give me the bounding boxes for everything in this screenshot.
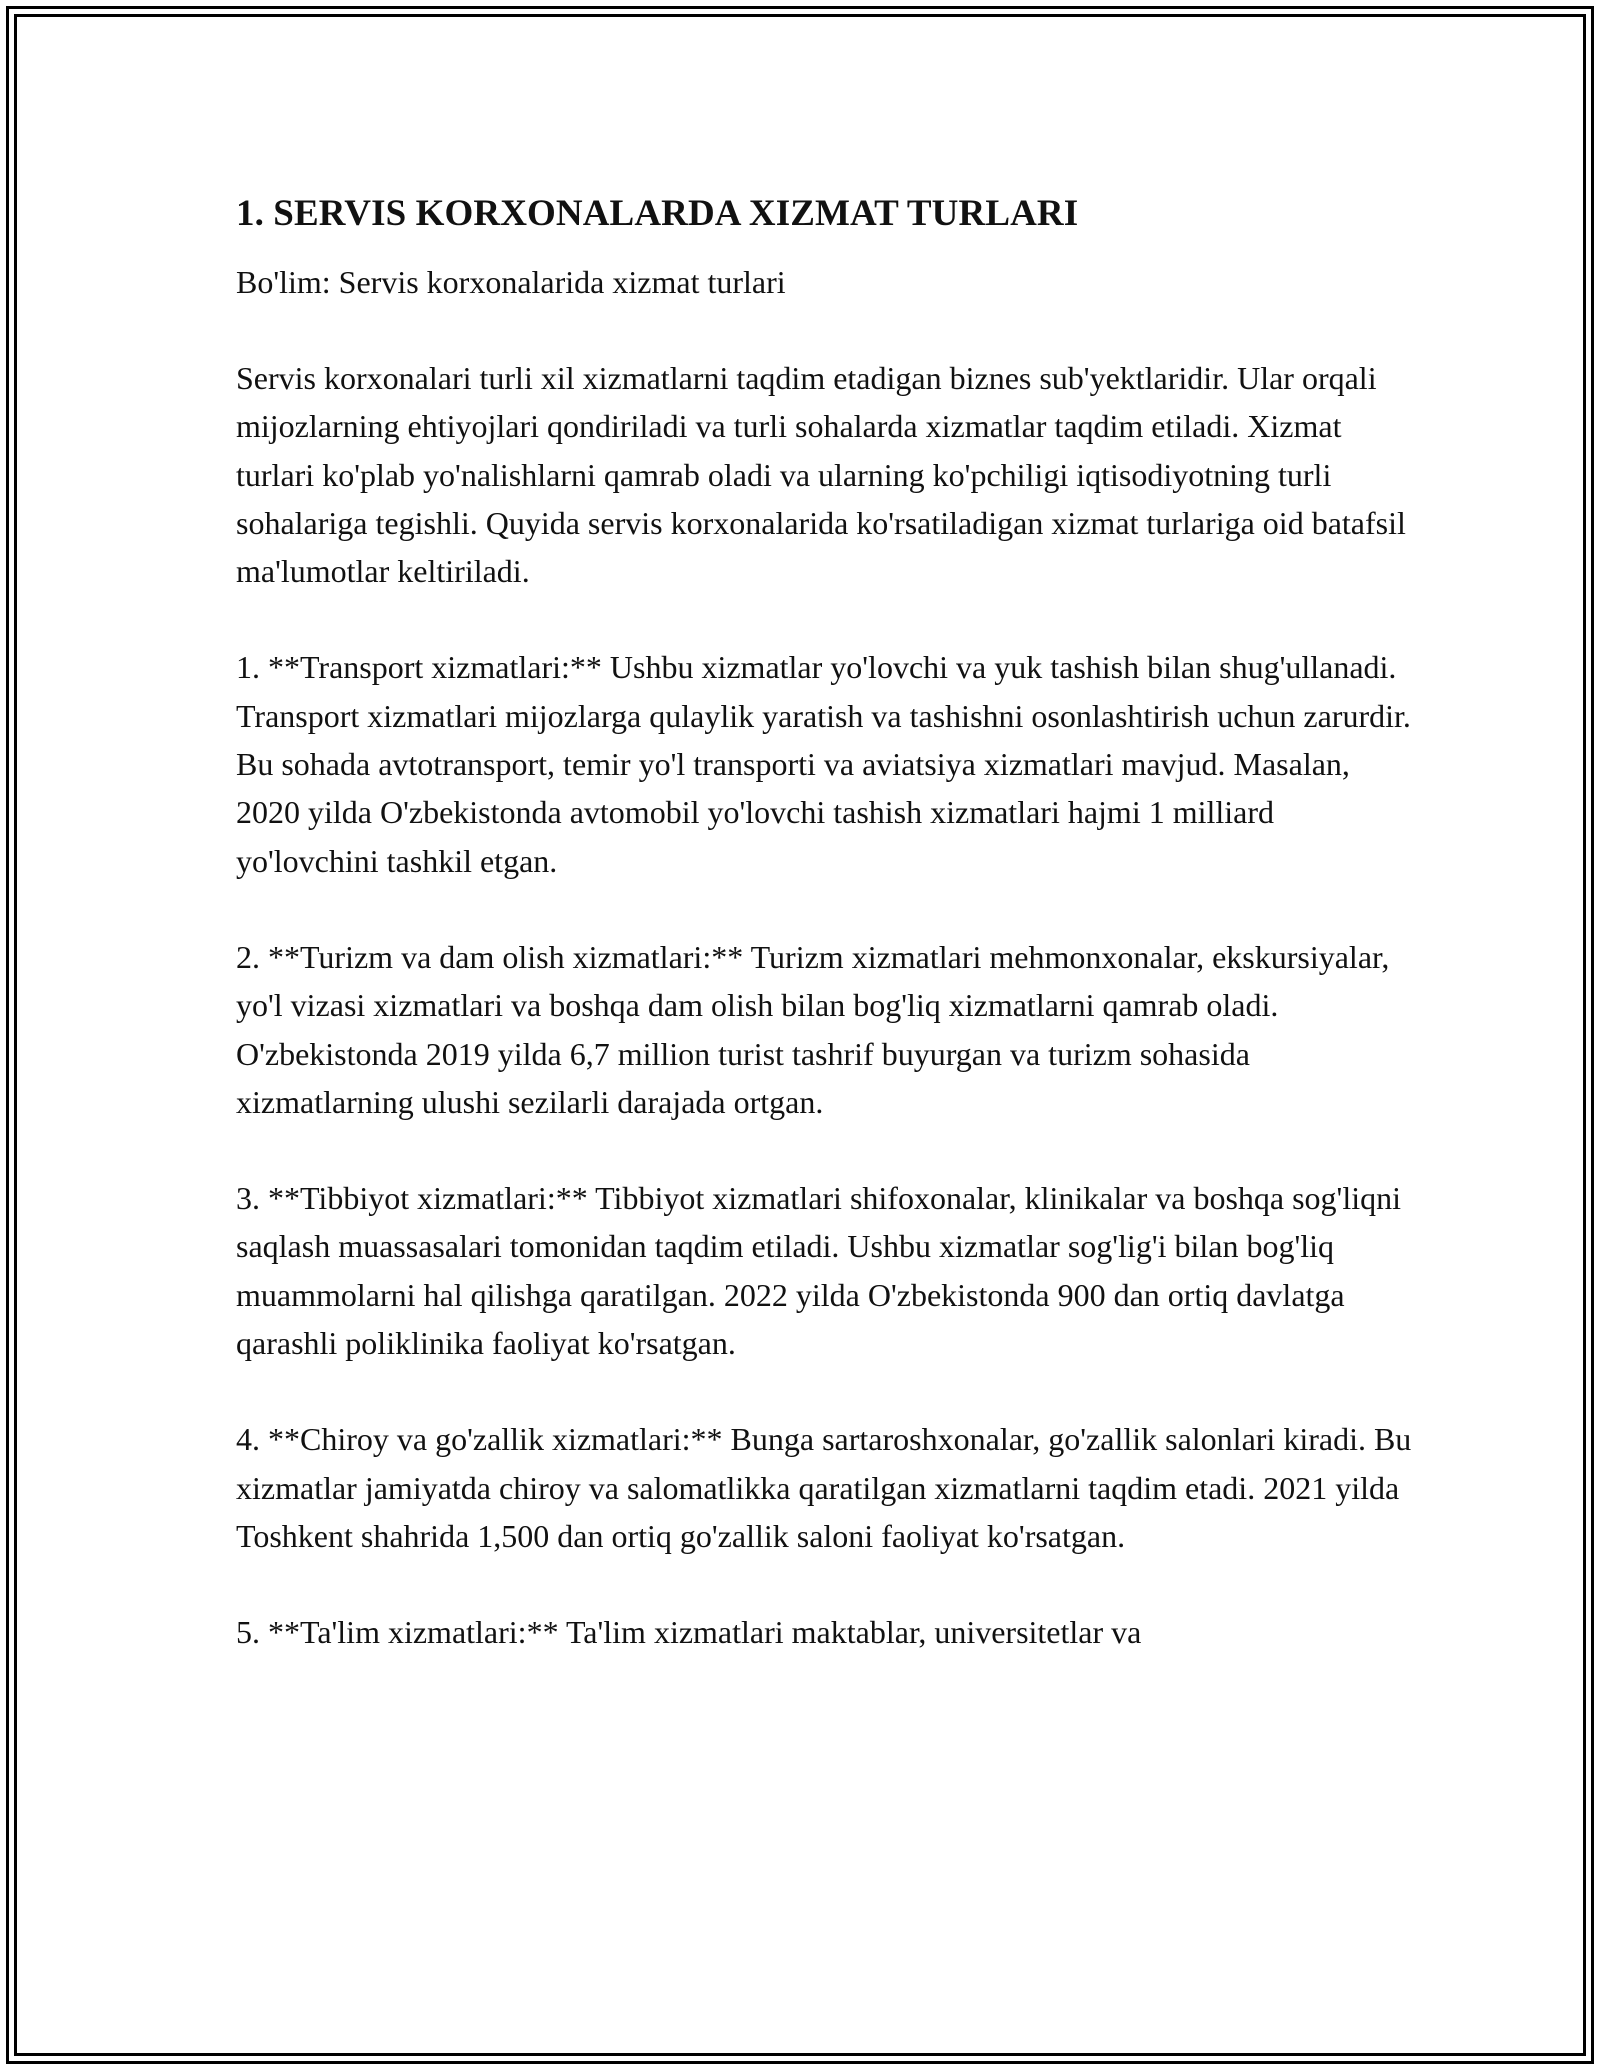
paragraph-medical: 3. **Tibbiyot xizmatlari:** Tibbiyot xizmatlari shifoxonalar, klinikalar va boshqa sog'liqni saqlash muassasalari tomonidan taqdim etiladi. Ushbu xizmatlar sog'lig'i bilan bog'liq muammolarni hal qilishga qaratilgan. 2022 yilda O'zbekistonda 900 dan ortiq davlatga qarashli poliklinika faoliyat ko'rsatgan. [236,1180,1401,1362]
section-label: Bo'lim: Servis korxonalarida xizmat turlari [236,264,786,300]
document-title: 1. SERVIS KORXONALARDA XIZMAT TURLARI [236,193,1079,234]
paragraph-tourism: 2. **Turizm va dam olish xizmatlari:** Turizm xizmatlari mehmonxonalar, ekskursiyalar, yo'l vizasi xizmatlari va boshqa dam olish bilan bog'liq xizmatlarni qamrab oladi. O'zbekistonda 2019 yilda 6,7 million turist tashrif buyurgan va turizm sohasida xizmatlarning ulushi sezilarli darajada ortgan. [236,938,1390,1120]
paragraph-education: 5. **Ta'lim xizmatlari:** Ta'lim xizmatlari maktablar, universitetlar va [236,1614,1142,1651]
paragraph-intro: Servis korxonalari turli xil xizmatlarni taqdim etadigan biznes sub'yektlaridir. Ular orqali mijozlarning ehtiyojlari qondiriladi va turli sohalarda xizmatlar taqdim etiladi. Xizmat turlari ko'plab yo'nalishlarni qamrab oladi va ularning ko'pchiligi iqtisodiyotning turli sohalariga tegishli. Quyida servis korxonalarida ko'rsatiladigan xizmat turlariga oid batafsil ma'lumotlar keltiriladi. [236,360,1406,590]
document-page [236,186,1416,1657]
paragraph-beauty: 4. **Chiroy va go'zallik xizmatlari:** Bunga sartaroshxonalar, go'zallik salonlari kiradi. Bu xizmatlar jamiyatda chiroy va salomatlikka qaratilgan xizmatlarni taqdim etadi. 2021 yilda Toshkent shahrida 1,500 dan ortiq go'zallik saloni faoliyat ko'rsatgan. [236,1421,1412,1554]
paragraph-transport: 1. **Transport xizmatlari:** Ushbu xizmatlar yo'lovchi va yuk tashish bilan shug'ullanadi. Transport xizmatlari mijozlarga qulaylik yaratish va tashishni osonlashtirish uchun zarurdir. Bu sohada avtotransport, temir yo'l transporti va aviatsiya xizmatlari mavjud. Masalan, 2020 yilda O'zbekistonda avtomobil yo'lovchi tashish xizmatlari hajmi 1 milliard yo'lovchini tashkil etgan. [236,649,1411,879]
